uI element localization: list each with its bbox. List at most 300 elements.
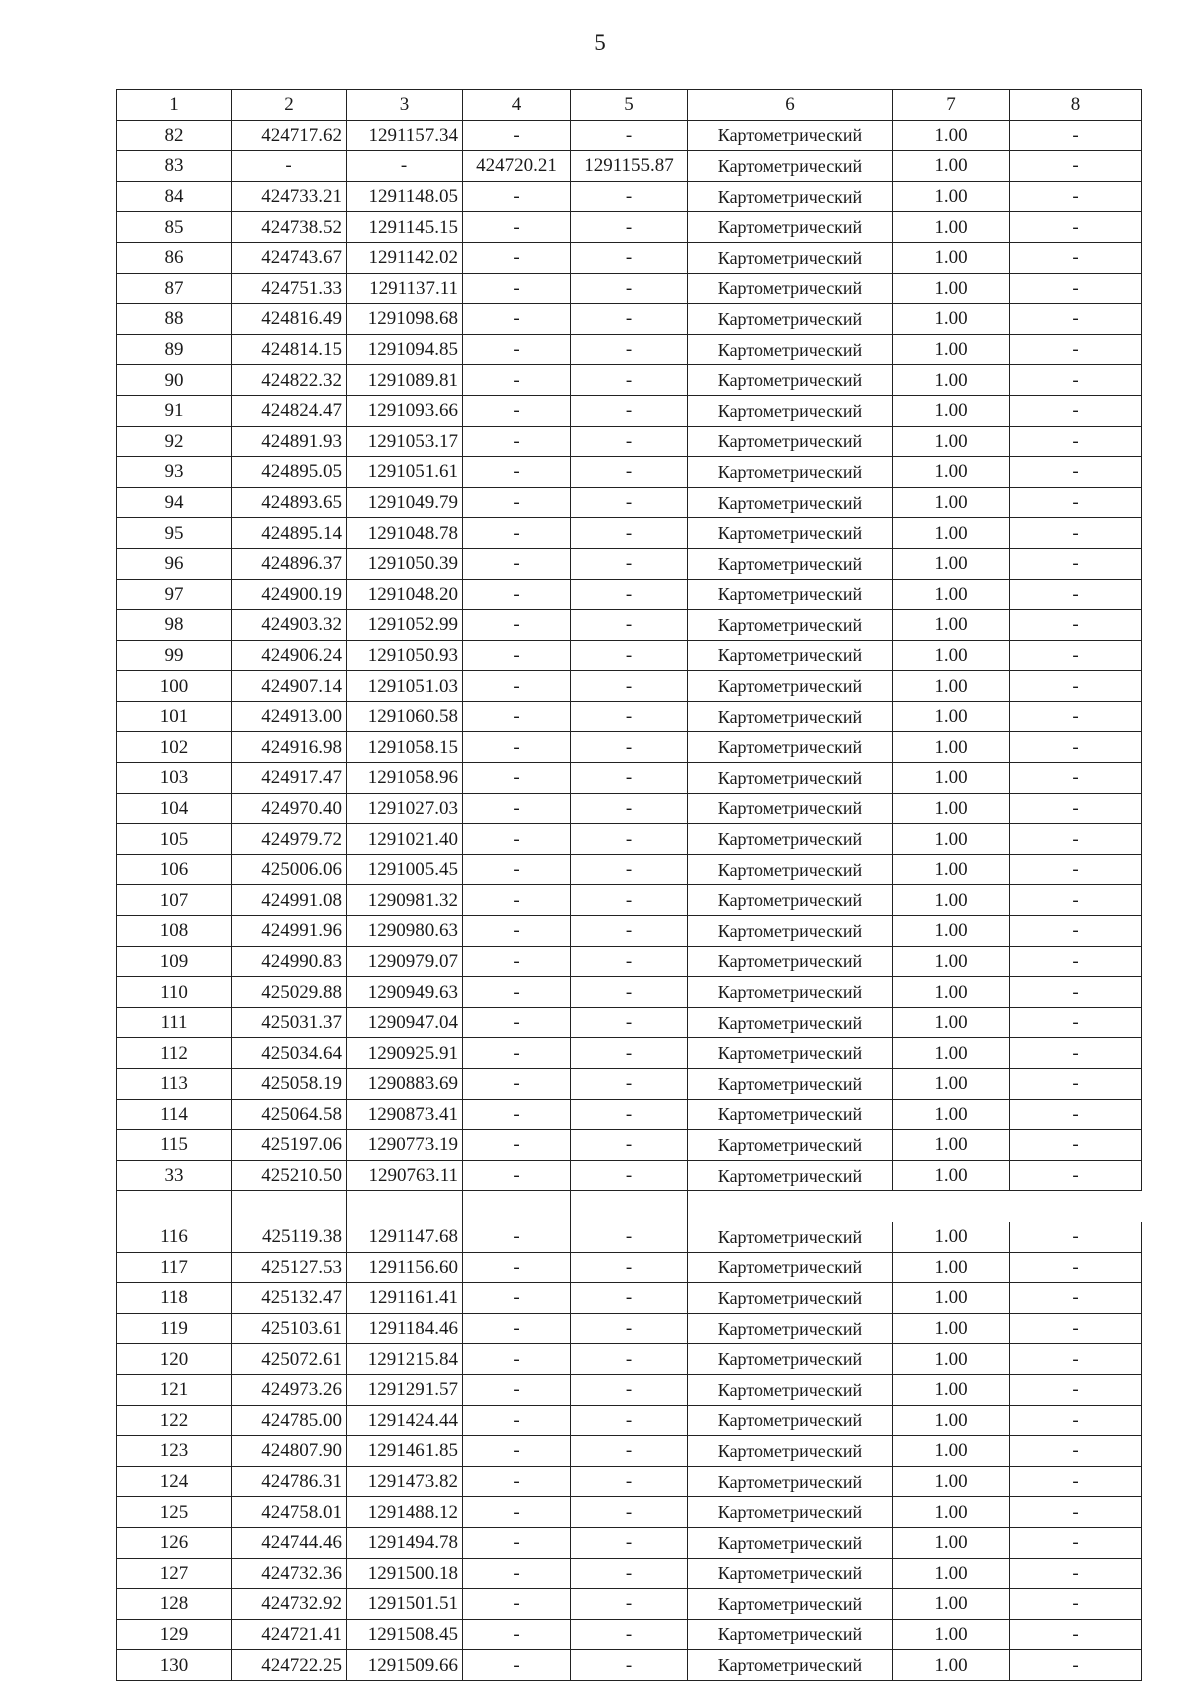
table-row bbox=[117, 1313, 1142, 1344]
point-number-cell: 96 bbox=[117, 548, 232, 579]
y-coord-alt-cell: - bbox=[571, 395, 688, 426]
method-cell: Картометрический bbox=[688, 1160, 893, 1191]
y-coord-alt-cell: - bbox=[571, 1130, 688, 1161]
x-coord-cell: 425031.37 bbox=[232, 1007, 347, 1038]
y-coord-alt-cell: - bbox=[571, 1436, 688, 1467]
x-coord-alt-cell: - bbox=[463, 1252, 571, 1283]
y-coord-alt-cell: - bbox=[571, 824, 688, 855]
accuracy-cell: 1.00 bbox=[893, 487, 1010, 518]
header-cell-7: 7 bbox=[893, 90, 1010, 121]
point-number-cell: 91 bbox=[117, 395, 232, 426]
point-number-cell: 125 bbox=[117, 1497, 232, 1528]
point-number-cell: 120 bbox=[117, 1344, 232, 1375]
note-cell: - bbox=[1010, 1344, 1142, 1375]
table-row bbox=[117, 732, 1142, 763]
y-coord-cell: 1290773.19 bbox=[347, 1130, 463, 1161]
x-coord-cell: 424758.01 bbox=[232, 1497, 347, 1528]
point-number-cell: 89 bbox=[117, 334, 232, 365]
y-coord-alt-cell: - bbox=[571, 1252, 688, 1283]
header-cell-6: 6 bbox=[688, 90, 893, 121]
x-coord-cell: 424721.41 bbox=[232, 1619, 347, 1650]
x-coord-alt-cell: - bbox=[463, 1436, 571, 1467]
y-coord-alt-cell: - bbox=[571, 854, 688, 885]
accuracy-cell: 1.00 bbox=[893, 1221, 1010, 1252]
table-row bbox=[117, 334, 1142, 365]
table-row bbox=[117, 1069, 1142, 1100]
point-number-cell: 86 bbox=[117, 242, 232, 273]
y-coord-alt-cell: - bbox=[571, 1589, 688, 1620]
y-coord-cell: 1291049.79 bbox=[347, 487, 463, 518]
table-row bbox=[117, 304, 1142, 335]
x-coord-cell: 424990.83 bbox=[232, 946, 347, 977]
point-number-cell: 113 bbox=[117, 1069, 232, 1100]
table-row bbox=[117, 1527, 1142, 1558]
x-coord-alt-cell: - bbox=[463, 273, 571, 304]
x-coord-cell: 424916.98 bbox=[232, 732, 347, 763]
accuracy-cell: 1.00 bbox=[893, 763, 1010, 794]
method-cell: Картометрический bbox=[688, 518, 893, 549]
table-row bbox=[117, 946, 1142, 977]
table-row bbox=[117, 1466, 1142, 1497]
table-row bbox=[117, 763, 1142, 794]
y-coord-cell: 1290979.07 bbox=[347, 946, 463, 977]
x-coord-alt-cell: - bbox=[463, 1130, 571, 1161]
table-row bbox=[117, 518, 1142, 549]
y-coord-alt-cell: - bbox=[571, 1527, 688, 1558]
separator-cell bbox=[688, 1191, 1142, 1222]
y-coord-cell: 1291058.96 bbox=[347, 763, 463, 794]
point-number-cell: 123 bbox=[117, 1436, 232, 1467]
y-coord-alt-cell: - bbox=[571, 304, 688, 335]
note-cell: - bbox=[1010, 1589, 1142, 1620]
y-coord-cell: 1290981.32 bbox=[347, 885, 463, 916]
x-coord-cell: 424785.00 bbox=[232, 1405, 347, 1436]
method-cell: Картометрический bbox=[688, 1038, 893, 1069]
y-coord-alt-cell: - bbox=[571, 977, 688, 1008]
method-cell: Картометрический bbox=[688, 426, 893, 457]
table-row bbox=[117, 1130, 1142, 1161]
table-body bbox=[117, 90, 1142, 1681]
method-cell: Картометрический bbox=[688, 916, 893, 947]
header-cell-2: 2 bbox=[232, 90, 347, 121]
point-number-cell: 105 bbox=[117, 824, 232, 855]
point-number-cell: 108 bbox=[117, 916, 232, 947]
y-coord-cell: 1291051.03 bbox=[347, 671, 463, 702]
table-row bbox=[117, 487, 1142, 518]
note-cell: - bbox=[1010, 1436, 1142, 1467]
page-number: 5 bbox=[594, 30, 606, 55]
method-cell: Картометрический bbox=[688, 1589, 893, 1620]
x-coord-cell: 425119.38 bbox=[232, 1221, 347, 1252]
x-coord-alt-cell: - bbox=[463, 977, 571, 1008]
accuracy-cell: 1.00 bbox=[893, 1527, 1010, 1558]
point-number-cell: 99 bbox=[117, 640, 232, 671]
point-number-cell: 101 bbox=[117, 701, 232, 732]
point-number-cell: 126 bbox=[117, 1527, 232, 1558]
separator-cell bbox=[232, 1191, 347, 1222]
x-coord-alt-cell: - bbox=[463, 579, 571, 610]
point-number-cell: 97 bbox=[117, 579, 232, 610]
x-coord-cell: 424907.14 bbox=[232, 671, 347, 702]
y-coord-alt-cell: - bbox=[571, 793, 688, 824]
accuracy-cell: 1.00 bbox=[893, 151, 1010, 182]
y-coord-alt-cell: - bbox=[571, 1099, 688, 1130]
accuracy-cell: 1.00 bbox=[893, 304, 1010, 335]
y-coord-alt-cell: - bbox=[571, 1497, 688, 1528]
x-coord-alt-cell: - bbox=[463, 395, 571, 426]
header-cell-8: 8 bbox=[1010, 90, 1142, 121]
y-coord-alt-cell: - bbox=[571, 426, 688, 457]
note-cell: - bbox=[1010, 763, 1142, 794]
x-coord-alt-cell: - bbox=[463, 212, 571, 243]
x-coord-cell: 424743.67 bbox=[232, 242, 347, 273]
x-coord-alt-cell: - bbox=[463, 242, 571, 273]
x-coord-cell: 424903.32 bbox=[232, 610, 347, 641]
method-cell: Картометрический bbox=[688, 1650, 893, 1681]
y-coord-cell: 1291053.17 bbox=[347, 426, 463, 457]
x-coord-cell: 424717.62 bbox=[232, 120, 347, 151]
point-number-cell: 104 bbox=[117, 793, 232, 824]
accuracy-cell: 1.00 bbox=[893, 1283, 1010, 1314]
note-cell: - bbox=[1010, 242, 1142, 273]
x-coord-cell: 425127.53 bbox=[232, 1252, 347, 1283]
y-coord-cell: 1291424.44 bbox=[347, 1405, 463, 1436]
x-coord-alt-cell: - bbox=[463, 1466, 571, 1497]
y-coord-alt-cell: - bbox=[571, 1283, 688, 1314]
x-coord-cell: 424751.33 bbox=[232, 273, 347, 304]
note-cell: - bbox=[1010, 518, 1142, 549]
y-coord-alt-cell: - bbox=[571, 457, 688, 488]
table-row bbox=[117, 1619, 1142, 1650]
y-coord-alt-cell: - bbox=[571, 518, 688, 549]
point-number-cell: 106 bbox=[117, 854, 232, 885]
x-coord-cell: 424816.49 bbox=[232, 304, 347, 335]
separator-cell bbox=[117, 1191, 232, 1222]
y-coord-alt-cell: - bbox=[571, 763, 688, 794]
note-cell: - bbox=[1010, 671, 1142, 702]
note-cell: - bbox=[1010, 487, 1142, 518]
note-cell: - bbox=[1010, 548, 1142, 579]
method-cell: Картометрический bbox=[688, 365, 893, 396]
point-number-cell: 116 bbox=[117, 1221, 232, 1252]
x-coord-alt-cell: - bbox=[463, 304, 571, 335]
method-cell: Картометрический bbox=[688, 1007, 893, 1038]
x-coord-cell: 424991.96 bbox=[232, 916, 347, 947]
y-coord-cell: 1291509.66 bbox=[347, 1650, 463, 1681]
note-cell: - bbox=[1010, 579, 1142, 610]
y-coord-cell: 1290949.63 bbox=[347, 977, 463, 1008]
point-number-cell: 128 bbox=[117, 1589, 232, 1620]
x-coord-cell: 425197.06 bbox=[232, 1130, 347, 1161]
x-coord-alt-cell: - bbox=[463, 701, 571, 732]
section-separator-row bbox=[117, 1191, 1142, 1222]
x-coord-alt-cell: - bbox=[463, 1527, 571, 1558]
x-coord-cell: 424900.19 bbox=[232, 579, 347, 610]
y-coord-alt-cell: - bbox=[571, 732, 688, 763]
point-number-cell: 85 bbox=[117, 212, 232, 243]
y-coord-alt-cell: - bbox=[571, 946, 688, 977]
accuracy-cell: 1.00 bbox=[893, 854, 1010, 885]
x-coord-cell: 424893.65 bbox=[232, 487, 347, 518]
method-cell: Картометрический bbox=[688, 671, 893, 702]
table-row bbox=[117, 1405, 1142, 1436]
accuracy-cell: 1.00 bbox=[893, 518, 1010, 549]
y-coord-cell: 1291156.60 bbox=[347, 1252, 463, 1283]
x-coord-alt-cell: - bbox=[463, 763, 571, 794]
method-cell: Картометрический bbox=[688, 242, 893, 273]
accuracy-cell: 1.00 bbox=[893, 120, 1010, 151]
x-coord-alt-cell: - bbox=[463, 1160, 571, 1191]
y-coord-cell: 1291488.12 bbox=[347, 1497, 463, 1528]
y-coord-cell: 1290883.69 bbox=[347, 1069, 463, 1100]
x-coord-alt-cell: - bbox=[463, 1221, 571, 1252]
note-cell: - bbox=[1010, 701, 1142, 732]
table-row bbox=[117, 885, 1142, 916]
y-coord-cell: 1291215.84 bbox=[347, 1344, 463, 1375]
note-cell: - bbox=[1010, 1313, 1142, 1344]
x-coord-alt-cell: - bbox=[463, 334, 571, 365]
note-cell: - bbox=[1010, 1038, 1142, 1069]
x-coord-alt-cell: - bbox=[463, 885, 571, 916]
table-row bbox=[117, 212, 1142, 243]
point-number-cell: 129 bbox=[117, 1619, 232, 1650]
y-coord-cell: 1291060.58 bbox=[347, 701, 463, 732]
note-cell: - bbox=[1010, 1650, 1142, 1681]
note-cell: - bbox=[1010, 120, 1142, 151]
x-coord-alt-cell: - bbox=[463, 1099, 571, 1130]
x-coord-alt-cell: - bbox=[463, 1650, 571, 1681]
note-cell: - bbox=[1010, 946, 1142, 977]
x-coord-cell: 424895.14 bbox=[232, 518, 347, 549]
table-row bbox=[117, 671, 1142, 702]
accuracy-cell: 1.00 bbox=[893, 671, 1010, 702]
x-coord-alt-cell: - bbox=[463, 365, 571, 396]
method-cell: Картометрический bbox=[688, 1405, 893, 1436]
method-cell: Картометрический bbox=[688, 487, 893, 518]
note-cell: - bbox=[1010, 916, 1142, 947]
note-cell: - bbox=[1010, 1283, 1142, 1314]
y-coord-alt-cell: - bbox=[571, 1650, 688, 1681]
accuracy-cell: 1.00 bbox=[893, 946, 1010, 977]
accuracy-cell: 1.00 bbox=[893, 212, 1010, 243]
accuracy-cell: 1.00 bbox=[893, 824, 1010, 855]
method-cell: Картометрический bbox=[688, 1527, 893, 1558]
y-coord-alt-cell: - bbox=[571, 273, 688, 304]
point-number-cell: 110 bbox=[117, 977, 232, 1008]
x-coord-alt-cell: - bbox=[463, 1313, 571, 1344]
accuracy-cell: 1.00 bbox=[893, 732, 1010, 763]
point-number-cell: 90 bbox=[117, 365, 232, 396]
y-coord-alt-cell: - bbox=[571, 1221, 688, 1252]
point-number-cell: 107 bbox=[117, 885, 232, 916]
x-coord-cell: 424824.47 bbox=[232, 395, 347, 426]
accuracy-cell: 1.00 bbox=[893, 1466, 1010, 1497]
accuracy-cell: 1.00 bbox=[893, 1589, 1010, 1620]
accuracy-cell: 1.00 bbox=[893, 1252, 1010, 1283]
x-coord-alt-cell: - bbox=[463, 518, 571, 549]
method-cell: Картометрический bbox=[688, 1069, 893, 1100]
y-coord-cell: 1290925.91 bbox=[347, 1038, 463, 1069]
x-coord-alt-cell: - bbox=[463, 732, 571, 763]
method-cell: Картометрический bbox=[688, 395, 893, 426]
point-number-cell: 93 bbox=[117, 457, 232, 488]
y-coord-cell: 1291148.05 bbox=[347, 181, 463, 212]
note-cell: - bbox=[1010, 395, 1142, 426]
method-cell: Картометрический bbox=[688, 151, 893, 182]
point-number-cell: 118 bbox=[117, 1283, 232, 1314]
accuracy-cell: 1.00 bbox=[893, 640, 1010, 671]
table-row bbox=[117, 1038, 1142, 1069]
point-number-cell: 122 bbox=[117, 1405, 232, 1436]
table-row bbox=[117, 181, 1142, 212]
y-coord-alt-cell: - bbox=[571, 579, 688, 610]
x-coord-alt-cell: 424720.21 bbox=[463, 151, 571, 182]
y-coord-alt-cell: - bbox=[571, 1344, 688, 1375]
y-coord-alt-cell: - bbox=[571, 885, 688, 916]
y-coord-alt-cell: - bbox=[571, 701, 688, 732]
x-coord-alt-cell: - bbox=[463, 548, 571, 579]
accuracy-cell: 1.00 bbox=[893, 916, 1010, 947]
point-number-cell: 88 bbox=[117, 304, 232, 335]
point-number-cell: 119 bbox=[117, 1313, 232, 1344]
y-coord-cell: 1291093.66 bbox=[347, 395, 463, 426]
note-cell: - bbox=[1010, 1160, 1142, 1191]
accuracy-cell: 1.00 bbox=[893, 1436, 1010, 1467]
y-coord-alt-cell: - bbox=[571, 334, 688, 365]
y-coord-alt-cell: - bbox=[571, 548, 688, 579]
table-row bbox=[117, 1650, 1142, 1681]
y-coord-cell: 1291494.78 bbox=[347, 1527, 463, 1558]
x-coord-cell: 424807.90 bbox=[232, 1436, 347, 1467]
method-cell: Картометрический bbox=[688, 1466, 893, 1497]
x-coord-alt-cell: - bbox=[463, 1589, 571, 1620]
x-coord-cell: 424970.40 bbox=[232, 793, 347, 824]
y-coord-alt-cell: - bbox=[571, 1619, 688, 1650]
x-coord-cell: 424991.08 bbox=[232, 885, 347, 916]
y-coord-alt-cell: - bbox=[571, 1069, 688, 1100]
note-cell: - bbox=[1010, 181, 1142, 212]
note-cell: - bbox=[1010, 1558, 1142, 1589]
y-coord-cell: 1291157.34 bbox=[347, 120, 463, 151]
y-coord-alt-cell: - bbox=[571, 487, 688, 518]
table-row bbox=[117, 793, 1142, 824]
method-cell: Картометрический bbox=[688, 701, 893, 732]
x-coord-cell: 424738.52 bbox=[232, 212, 347, 243]
table-row bbox=[117, 1099, 1142, 1130]
y-coord-cell: 1291005.45 bbox=[347, 854, 463, 885]
x-coord-alt-cell: - bbox=[463, 854, 571, 885]
method-cell: Картометрический bbox=[688, 610, 893, 641]
method-cell: Картометрический bbox=[688, 273, 893, 304]
table-row bbox=[117, 242, 1142, 273]
table-row bbox=[117, 395, 1142, 426]
x-coord-cell: 425072.61 bbox=[232, 1344, 347, 1375]
table-row bbox=[117, 916, 1142, 947]
y-coord-cell: 1291501.51 bbox=[347, 1589, 463, 1620]
header-cell-5: 5 bbox=[571, 90, 688, 121]
separator-cell bbox=[463, 1191, 571, 1222]
point-number-cell: 87 bbox=[117, 273, 232, 304]
note-cell: - bbox=[1010, 365, 1142, 396]
point-number-cell: 98 bbox=[117, 610, 232, 641]
method-cell: Картометрический bbox=[688, 732, 893, 763]
method-cell: Картометрический bbox=[688, 1283, 893, 1314]
x-coord-cell: 425006.06 bbox=[232, 854, 347, 885]
table-row bbox=[117, 120, 1142, 151]
y-coord-cell: 1291291.57 bbox=[347, 1374, 463, 1405]
note-cell: - bbox=[1010, 1374, 1142, 1405]
accuracy-cell: 1.00 bbox=[893, 1160, 1010, 1191]
point-number-cell: 114 bbox=[117, 1099, 232, 1130]
y-coord-cell: - bbox=[347, 151, 463, 182]
y-coord-cell: 1291142.02 bbox=[347, 242, 463, 273]
method-cell: Картометрический bbox=[688, 824, 893, 855]
accuracy-cell: 1.00 bbox=[893, 579, 1010, 610]
x-coord-cell: 425034.64 bbox=[232, 1038, 347, 1069]
method-cell: Картометрический bbox=[688, 548, 893, 579]
point-number-cell: 127 bbox=[117, 1558, 232, 1589]
y-coord-cell: 1290947.04 bbox=[347, 1007, 463, 1038]
table-header-row bbox=[117, 90, 1142, 121]
x-coord-cell: - bbox=[232, 151, 347, 182]
x-coord-alt-cell: - bbox=[463, 1007, 571, 1038]
table-row bbox=[117, 273, 1142, 304]
x-coord-cell: 425210.50 bbox=[232, 1160, 347, 1191]
y-coord-cell: 1291184.46 bbox=[347, 1313, 463, 1344]
accuracy-cell: 1.00 bbox=[893, 181, 1010, 212]
table-row bbox=[117, 977, 1142, 1008]
point-number-cell: 117 bbox=[117, 1252, 232, 1283]
table-row bbox=[117, 548, 1142, 579]
y-coord-cell: 1291094.85 bbox=[347, 334, 463, 365]
y-coord-alt-cell: - bbox=[571, 365, 688, 396]
y-coord-cell: 1291137.11 bbox=[347, 273, 463, 304]
accuracy-cell: 1.00 bbox=[893, 1558, 1010, 1589]
method-cell: Картометрический bbox=[688, 1558, 893, 1589]
note-cell: - bbox=[1010, 273, 1142, 304]
method-cell: Картометрический bbox=[688, 457, 893, 488]
x-coord-cell: 424891.93 bbox=[232, 426, 347, 457]
y-coord-alt-cell: - bbox=[571, 181, 688, 212]
y-coord-cell: 1291027.03 bbox=[347, 793, 463, 824]
point-number-cell: 84 bbox=[117, 181, 232, 212]
accuracy-cell: 1.00 bbox=[893, 701, 1010, 732]
x-coord-alt-cell: - bbox=[463, 487, 571, 518]
x-coord-alt-cell: - bbox=[463, 1405, 571, 1436]
x-coord-alt-cell: - bbox=[463, 1069, 571, 1100]
method-cell: Картометрический bbox=[688, 1374, 893, 1405]
note-cell: - bbox=[1010, 1466, 1142, 1497]
table-row bbox=[117, 824, 1142, 855]
y-coord-alt-cell: - bbox=[571, 242, 688, 273]
x-coord-alt-cell: - bbox=[463, 426, 571, 457]
y-coord-cell: 1291500.18 bbox=[347, 1558, 463, 1589]
x-coord-cell: 424973.26 bbox=[232, 1374, 347, 1405]
note-cell: - bbox=[1010, 1405, 1142, 1436]
method-cell: Картометрический bbox=[688, 854, 893, 885]
table-row bbox=[117, 457, 1142, 488]
y-coord-alt-cell: - bbox=[571, 1405, 688, 1436]
point-number-cell: 33 bbox=[117, 1160, 232, 1191]
x-coord-alt-cell: - bbox=[463, 640, 571, 671]
table-row bbox=[117, 1283, 1142, 1314]
y-coord-cell: 1291048.20 bbox=[347, 579, 463, 610]
note-cell: - bbox=[1010, 1527, 1142, 1558]
x-coord-cell: 425132.47 bbox=[232, 1283, 347, 1314]
accuracy-cell: 1.00 bbox=[893, 1099, 1010, 1130]
table-row bbox=[117, 1558, 1142, 1589]
x-coord-cell: 424913.00 bbox=[232, 701, 347, 732]
